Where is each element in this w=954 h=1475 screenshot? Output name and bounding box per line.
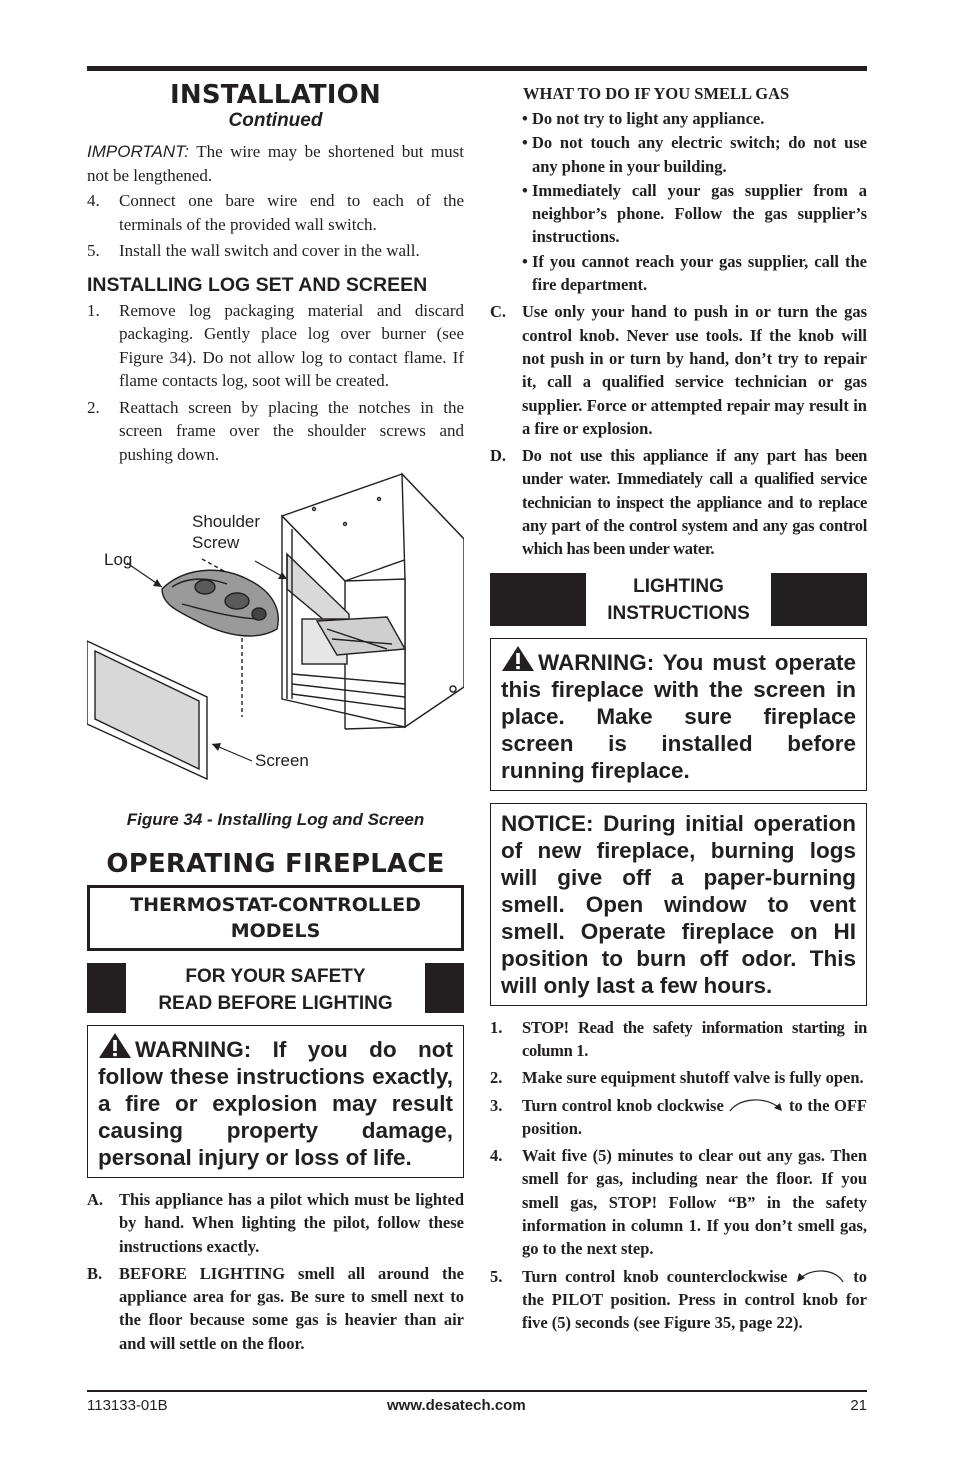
- step-number: 5.: [87, 241, 100, 260]
- wiring-steps: [87, 189, 464, 263]
- right-column: [490, 80, 867, 1335]
- clockwise-arrow-icon: [728, 1095, 784, 1113]
- list-item: [87, 239, 464, 263]
- list-item: [87, 1262, 464, 1355]
- item-letter: B.: [87, 1263, 103, 1283]
- warning-triangle-icon: [501, 645, 535, 672]
- list-item: [87, 189, 464, 236]
- warning-text: WARNING: If you do not follow these instructions exactly, a fire or explosion may result causing property damage, personal injury or loss of life.: [98, 1037, 453, 1170]
- bullet: •: [522, 109, 528, 128]
- notice-box: NOTICE: During initial operation of new fireplace, burning logs will give off a paper-burning smell. Open window to vent smell. Operate fireplace on HI position to burn off odor. This will only last a few hours.: [490, 803, 867, 1006]
- label-screw: Screw: [192, 533, 240, 552]
- safety-items: [87, 1188, 464, 1355]
- top-rule: [87, 66, 867, 71]
- safety-banner-text: [126, 963, 425, 1013]
- figure-caption: Figure 34 - Installing Log and Screen: [126, 810, 425, 829]
- list-item: [490, 1094, 867, 1141]
- log-steps: [87, 299, 464, 467]
- label-screen: Screen: [255, 751, 309, 770]
- banner-block: [771, 573, 867, 626]
- step-number: 1.: [87, 300, 100, 320]
- bullet-item: [490, 179, 867, 249]
- website-link[interactable]: www.desatech.com: [387, 1397, 526, 1414]
- lighting-banner: [490, 573, 867, 626]
- smell-gas-heading: WHAT TO DO IF YOU SMELL GAS: [523, 84, 790, 103]
- bullet: •: [522, 251, 528, 271]
- lighting-steps: [490, 1016, 867, 1335]
- item-text: This appliance has a pilot which must be lighted by hand. When lighting the pilot, follow these instructions exactly.: [119, 1190, 464, 1256]
- step-text: Install the wall switch and cover in the wall.: [119, 241, 420, 260]
- warning-box-screen: [490, 638, 867, 791]
- figure-34: [87, 469, 464, 809]
- step-number: 3.: [490, 1095, 503, 1115]
- bullet-text: Do not try to light any appliance.: [532, 109, 765, 128]
- list-item: [490, 1016, 867, 1063]
- bullet: •: [522, 180, 528, 200]
- step-text: Wait five (5) minutes to clear out any gas. Then smell for gas, including near the floor. If you smell gas, STOP! Follow “B” in the safety information in column 1. If you don’t smell gas, go to the next step.: [522, 1146, 867, 1259]
- banner-block: [87, 963, 126, 1013]
- thermostat-line1: THERMOSTAT-CONTROLLED: [130, 894, 421, 916]
- item-text: Use only your hand to push in or turn the gas control knob. Never use tools. If the knob will not push in or turn by hand, don’t try to repair it, call a qualified service technician or gas supplier. Force or attempted repair may result in a fire or explosion.: [522, 302, 867, 438]
- thermostat-line2: MODELS: [230, 920, 321, 942]
- list-item: [490, 1066, 867, 1089]
- step-number: 5.: [490, 1266, 503, 1286]
- step-number: 2.: [490, 1068, 503, 1088]
- list-item: [490, 1144, 867, 1260]
- item-letter: C.: [490, 302, 507, 322]
- left-column: [87, 80, 464, 1355]
- step-number: 4.: [87, 191, 100, 210]
- footer-rule: [87, 1390, 867, 1392]
- warning-text: WARNING: You must operate this fireplace with the screen in place. Make sure fireplace screen is installed before running fireplace.: [501, 649, 856, 783]
- label-log: Log: [104, 550, 133, 569]
- list-item: [87, 299, 464, 393]
- label-shoulder: Shoulder: [192, 512, 261, 531]
- bullet-item: [490, 250, 867, 297]
- bullet-text: Do not touch any electric switch; do not use any phone in your building.: [532, 133, 867, 176]
- item-letter: D.: [490, 446, 507, 466]
- lighting-line2: INSTRUCTIONS: [607, 602, 750, 624]
- step-number: 2.: [87, 397, 100, 417]
- step-text: Make sure equipment shutoff valve is fully open.: [522, 1068, 864, 1088]
- safety-line1: FOR YOUR SAFETY: [185, 966, 366, 987]
- step-number: 1.: [490, 1017, 503, 1037]
- warning-box: [87, 1025, 464, 1178]
- fireplace-illustration: [87, 469, 464, 809]
- step-text: Reattach screen by placing the notches in the screen frame over the shoulder screws and pushing down.: [119, 397, 464, 464]
- step-text: Turn control knob clockwise to the OFF position.: [522, 1095, 867, 1138]
- bullet-item: [490, 107, 867, 130]
- list-item: [490, 1265, 867, 1335]
- safety-banner: [87, 963, 464, 1013]
- banner-block: [490, 573, 586, 626]
- step-text: Remove log packaging material and discard packaging. Gently place log over burner (see Figure 34). Do not allow log to contact flame. If flame contacts log, soot will be created.: [119, 300, 464, 390]
- list-item: [87, 396, 464, 467]
- bullet-item: [490, 131, 867, 178]
- continued-label: Continued: [228, 110, 323, 131]
- item-letter: A.: [87, 1190, 104, 1209]
- bullet-text: Immediately call your gas supplier from a neighbor’s phone. Follow the gas supplier’s instructions.: [532, 180, 867, 247]
- important-label: IMPORTANT:: [87, 142, 189, 161]
- item-text: Do not use this appliance if any part has been under water. Immediately call a qualified service technician to inspect the appliance and to replace any part of the control system and any gas control which has been under water.: [522, 446, 867, 559]
- step-text: Connect one bare wire end to each of the terminals of the provided wall switch.: [119, 191, 464, 234]
- safety-line2: READ BEFORE LIGHTING: [158, 993, 393, 1014]
- page-number: 21: [850, 1397, 867, 1414]
- lighting-banner-text: [586, 573, 771, 626]
- list-item: [87, 1188, 464, 1258]
- section-title-installation: INSTALLATION: [170, 80, 381, 110]
- heading-installing-log-set: INSTALLING LOG SET AND SCREEN: [87, 273, 428, 296]
- item-text: BEFORE LIGHTING smell all around the appliance area for gas. Be sure to smell next to the floor because some gas is heavier than air and will settle on the floor.: [119, 1263, 464, 1353]
- banner-block: [425, 963, 464, 1013]
- list-item: [490, 444, 867, 560]
- important-text: The wire may be shortened but must not be lengthened.: [87, 142, 464, 185]
- warning-triangle-icon: [98, 1032, 132, 1059]
- step-number: 4.: [490, 1146, 503, 1166]
- lighting-line1: LIGHTING: [633, 575, 724, 597]
- thermostat-models-box: [87, 885, 464, 951]
- section-title-operating: OPERATING FIREPLACE: [106, 849, 445, 879]
- important-note: [87, 140, 464, 187]
- bullet: •: [522, 133, 528, 153]
- list-item: [490, 300, 867, 440]
- bullet-text: If you cannot reach your gas supplier, call the fire department.: [532, 251, 867, 295]
- doc-number: 113133-01B: [87, 1397, 168, 1414]
- step-text: Turn control knob counterclockwise to the PILOT position. Press in control knob for five (5) seconds (see Figure 35, page 22).: [522, 1266, 867, 1333]
- step-text: STOP! Read the safety information starting in column 1.: [522, 1017, 867, 1060]
- counterclockwise-arrow-icon: [795, 1266, 845, 1284]
